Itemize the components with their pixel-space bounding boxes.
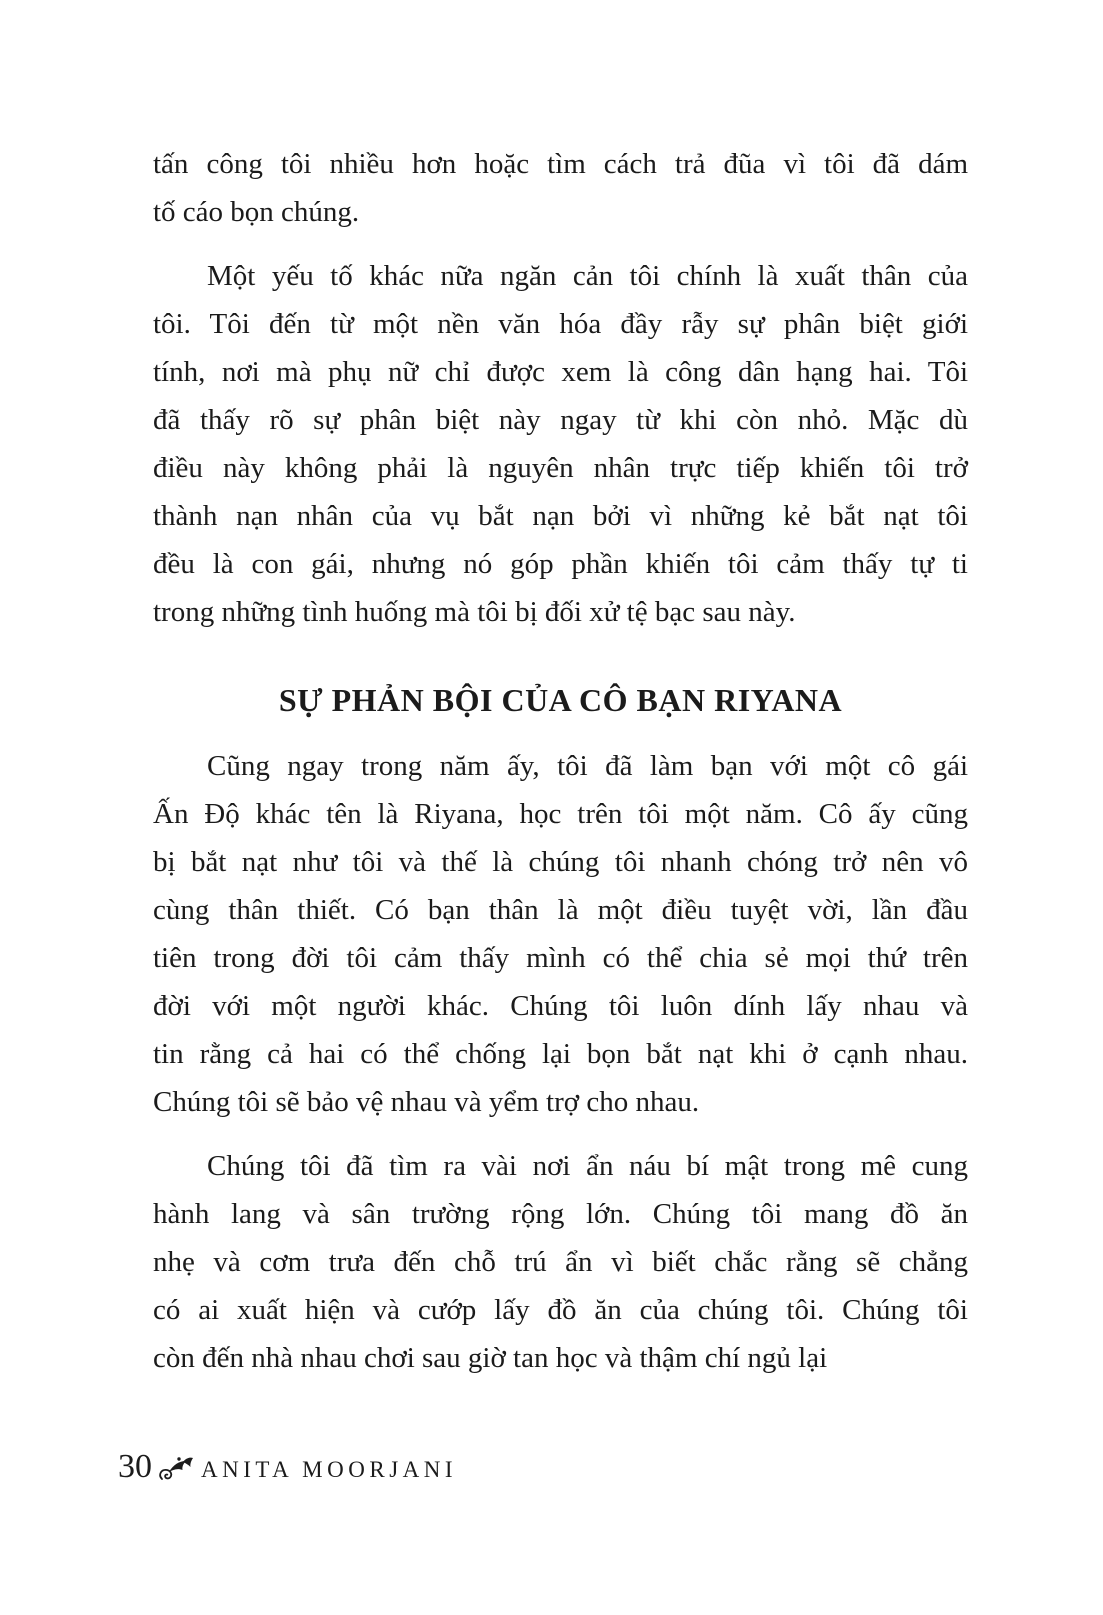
section-heading: SỰ PHẢN BỘI CỦA CÔ BẠN RIYANA [278, 682, 843, 718]
text-line: đời với một người khác. Chúng tôi luôn dính lấy nhau và [153, 990, 968, 1022]
text-line: Chúng tôi sẽ bảo vệ nhau và yểm trợ cho nhau. [153, 1086, 700, 1118]
text-line: Một yếu tố khác nữa ngăn cản tôi chính là xuất thân của [207, 260, 968, 292]
paragraph [153, 1142, 968, 1382]
paragraph [153, 742, 968, 1126]
page-body-text [153, 140, 968, 1398]
text-line: bị bắt nạt như tôi và thế là chúng tôi nhanh chóng trở nên vô [153, 846, 968, 878]
page-footer [118, 1447, 457, 1490]
running-footer-author: ANITA MOORJANI [201, 1457, 458, 1482]
text-line: điều này không phải là nguyên nhân trực tiếp khiến tôi trở [153, 452, 968, 484]
text-line: Chúng tôi đã tìm ra vài nơi ẩn náu bí mật trong mê cung [207, 1150, 968, 1182]
text-line: tố cáo bọn chúng. [153, 196, 360, 228]
text-line: còn đến nhà nhau chơi sau giờ tan học và thậm chí ngủ lại [153, 1342, 828, 1374]
fleuron-ornament-icon [159, 1455, 193, 1482]
text-line: tiên trong đời tôi cảm thấy mình có thể chia sẻ mọi thứ trên [153, 942, 968, 974]
text-line: đã thấy rõ sự phân biệt này ngay từ khi còn nhỏ. Mặc dù [153, 404, 968, 436]
paragraph [153, 140, 968, 236]
text-line: tấn công tôi nhiều hơn hoặc tìm cách trả đũa vì tôi đã dám [153, 148, 968, 180]
text-line: cùng thân thiết. Có bạn thân là một điều tuyệt vời, lần đầu [153, 894, 968, 926]
text-line: nhẹ và cơm trưa đến chỗ trú ẩn vì biết chắc rằng sẽ chẳng [153, 1246, 968, 1278]
text-line: hành lang và sân trường rộng lớn. Chúng tôi mang đồ ăn [153, 1198, 968, 1230]
text-line: tính, nơi mà phụ nữ chỉ được xem là công dân hạng hai. Tôi [153, 356, 968, 388]
text-line: tôi. Tôi đến từ một nền văn hóa đầy rẫy sự phân biệt giới [153, 308, 968, 340]
text-line: đều là con gái, nhưng nó góp phần khiến tôi cảm thấy tự ti [153, 548, 968, 580]
text-line: tin rằng cả hai có thể chống lại bọn bắt nạt khi ở cạnh nhau. [153, 1038, 968, 1070]
text-line: có ai xuất hiện và cướp lấy đồ ăn của chúng tôi. Chúng tôi [153, 1294, 968, 1326]
text-line: Cũng ngay trong năm ấy, tôi đã làm bạn với một cô gái [207, 750, 968, 782]
text-line: thành nạn nhân của vụ bắt nạn bởi vì những kẻ bắt nạt tôi [153, 500, 968, 532]
text-line: trong những tình huống mà tôi bị đối xử tệ bạc sau này. [153, 596, 796, 628]
text-line: Ấn Độ khác tên là Riyana, học trên tôi một năm. Cô ấy cũng [153, 798, 968, 830]
page-number: 30 [118, 1448, 152, 1485]
paragraph [153, 252, 968, 636]
